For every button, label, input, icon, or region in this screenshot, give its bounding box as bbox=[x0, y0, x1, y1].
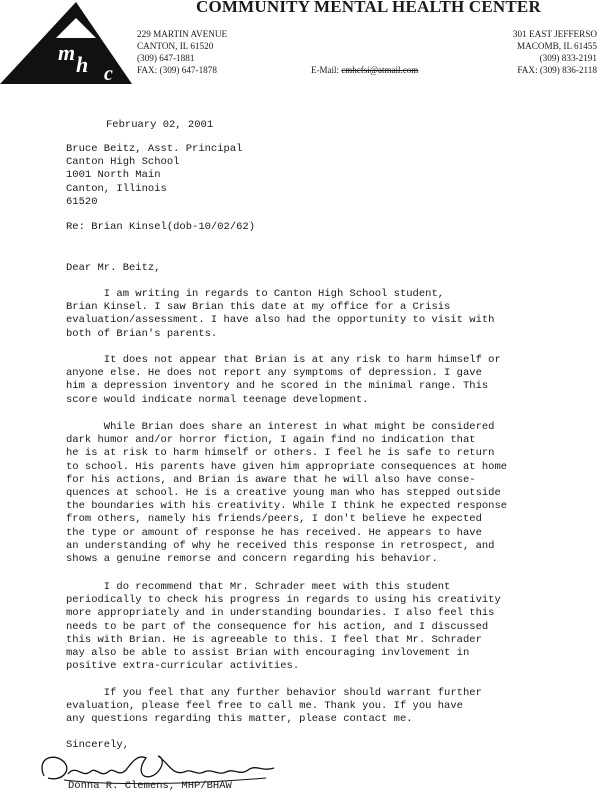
paragraph-line: If you feel that any further behavior should warrant further bbox=[66, 687, 482, 699]
paragraph-line: from others, namely his friends/peers, I don't believe he expected bbox=[66, 513, 482, 526]
right-address-line: FAX: (309) 836-2118 bbox=[517, 65, 597, 75]
logo-letter-4: c bbox=[104, 63, 113, 84]
left-address-line: (309) 647-1881 bbox=[137, 53, 195, 63]
paragraph-line: Brian Kinsel. I saw Brian this date at my office for a Crisis bbox=[66, 301, 451, 314]
right-address bbox=[513, 28, 597, 76]
recipient-line: 61520 bbox=[66, 195, 98, 208]
paragraph-line: for his actions, and Brian is aware that he will also have conse- bbox=[66, 473, 476, 486]
cmhc-logo bbox=[0, 0, 132, 84]
salutation: Dear Mr. Beitz, bbox=[66, 262, 161, 274]
recipient-line: Bruce Beitz, Asst. Principal bbox=[66, 143, 243, 155]
paragraph-line: shows a genuine remorse and concern regarding his behavior. bbox=[66, 553, 438, 566]
left-address-line: 229 MARTIN AVENUE bbox=[137, 29, 228, 39]
paragraph-line: evaluation/assessment. I have also had the opportunity to visit with bbox=[66, 314, 495, 327]
paragraph-2 bbox=[66, 354, 501, 407]
letter-date: February 02, 2001 bbox=[106, 119, 214, 131]
paragraph-line: needs to be part of the consequence for his action, and I discussed bbox=[66, 620, 489, 633]
recipient-block bbox=[66, 143, 242, 209]
paragraph-3 bbox=[66, 421, 507, 566]
paragraph-line: him a depression inventory and he scored in the minimal range. This bbox=[66, 380, 489, 393]
paragraph-line: both of Brian's parents. bbox=[66, 327, 218, 340]
paragraph-line: to school. His parents have given him appropriate consequences at home bbox=[66, 460, 508, 473]
signer-name: Donna R. Clemens, MHP/BHAW bbox=[68, 780, 232, 790]
recipient-line: 1001 North Main bbox=[66, 169, 161, 182]
paragraph-line: While Brian does share an interest in what might be considered bbox=[66, 421, 495, 433]
paragraph-line: evaluation, please feel free to call me. Thank you. If you have bbox=[66, 700, 463, 713]
paragraph-line: It does not appear that Brian is at any risk to harm himself or bbox=[66, 354, 501, 366]
email-address[interactable]: cmhcfsi@atmail.com bbox=[341, 65, 419, 75]
left-address bbox=[137, 28, 227, 76]
logo-letter-1: c bbox=[20, 32, 31, 58]
right-address-line: MACOMB, IL 61455 bbox=[516, 41, 597, 51]
paragraph-line: an understanding of why he received this response in retrospect, and bbox=[66, 539, 495, 552]
logo-letter-2: m bbox=[58, 40, 76, 65]
paragraph-line: this with Brian. He is agreeable to this. I feel that Mr. Schrader bbox=[66, 633, 482, 646]
paragraph-line: periodically to check his progress in regards to using his creativity bbox=[66, 594, 501, 607]
right-address-line: 301 EAST JEFFERSO bbox=[512, 29, 597, 39]
left-address-line: FAX: (309) 647-1878 bbox=[137, 65, 217, 75]
paragraph-4 bbox=[66, 581, 501, 673]
email-line bbox=[311, 65, 418, 75]
subject-line: Re: Brian Kinsel(dob-10/02/62) bbox=[66, 221, 256, 233]
paragraph-line: he is at risk to harm himself or others. I feel he is safe to return bbox=[66, 447, 495, 460]
paragraph-line: positive extra-curricular activities. bbox=[66, 660, 300, 673]
paragraph-line: the boundaries with his creativity. While I think he expected response bbox=[66, 500, 508, 513]
logo-letter-3: h bbox=[76, 52, 89, 77]
left-address-line: CANTON, IL 61520 bbox=[137, 41, 214, 51]
closing: Sincerely, bbox=[66, 739, 130, 751]
organization-name: COMMUNITY MENTAL HEALTH CENTER bbox=[196, 0, 541, 16]
email-label: E-Mail: bbox=[311, 65, 339, 75]
paragraph-line: anyone else. He does not report any symptoms of depression. I gave bbox=[66, 367, 482, 380]
paragraph-line: dark humor and/or horror fiction, I again find no indication that bbox=[66, 434, 476, 447]
right-address-line: (309) 833-2191 bbox=[539, 53, 597, 63]
paragraph-line: any questions regarding this matter, please contact me. bbox=[66, 713, 413, 726]
paragraph-line: quences at school. He is a creative young man who has stepped outside bbox=[66, 487, 501, 500]
paragraph-line: score would indicate normal teenage development. bbox=[66, 393, 369, 406]
paragraph-line: the type or amount of response he has received. He appears to have bbox=[66, 526, 482, 539]
paragraph-line: more appropriately and in understanding boundaries. I also feel this bbox=[66, 607, 495, 620]
paragraph-5 bbox=[66, 687, 482, 727]
paragraph-line: I am writing in regards to Canton High School student, bbox=[66, 288, 445, 300]
paragraph-line: may also be able to assist Brian with encouraging invlovement in bbox=[66, 647, 470, 660]
paragraph-line: I do recommend that Mr. Schrader meet with this student bbox=[66, 581, 451, 593]
paragraph-1 bbox=[66, 288, 494, 341]
recipient-line: Canton, Illinois bbox=[66, 182, 167, 195]
recipient-line: Canton High School bbox=[66, 156, 180, 169]
